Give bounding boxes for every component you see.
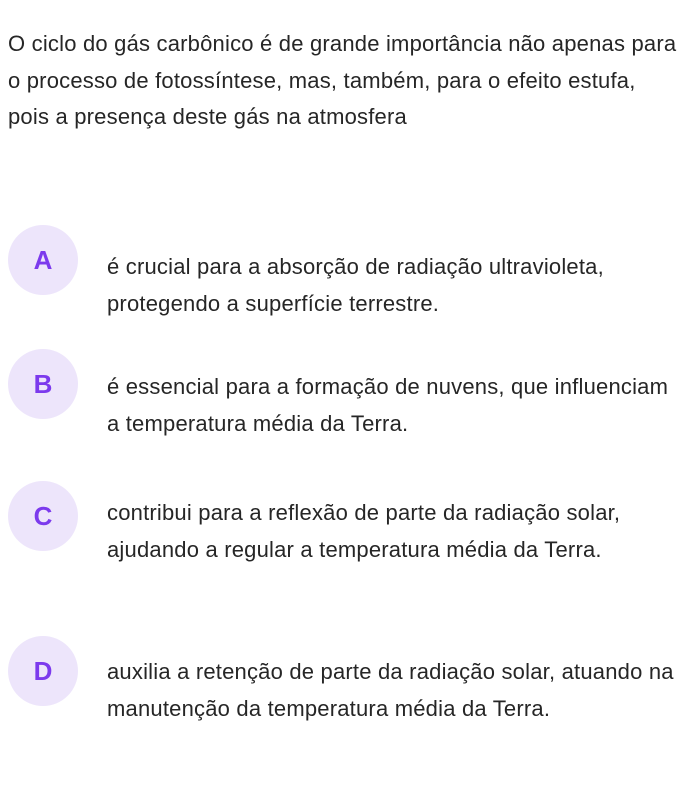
option-a-text: é crucial para a absorção de radiação ultravioleta, protegendo a superfície terrestre. — [107, 254, 604, 316]
question-text: O ciclo do gás carbônico é de grande importância não apenas para o processo de fotossíntese, mas, também, para o efeito estufa, pois a presença deste gás na atmosfera — [8, 31, 677, 130]
option-b-text: é essencial para a formação de nuvens, que influenciam a temperatura média da Terra. — [107, 374, 669, 436]
option-c-letter-badge: C — [8, 481, 78, 551]
option-a-letter-badge: A — [8, 225, 78, 295]
option-d-text: auxilia a retenção de parte da radiação solar, atuando na manutenção da temperatura média da Terra. — [107, 659, 674, 721]
option-c-text: contribui para a reflexão de parte da radiação solar, ajudando a regular a temperatura média da Terra. — [107, 500, 621, 562]
option-b-letter-badge: B — [8, 349, 78, 419]
option-d-letter-badge: D — [8, 636, 78, 706]
